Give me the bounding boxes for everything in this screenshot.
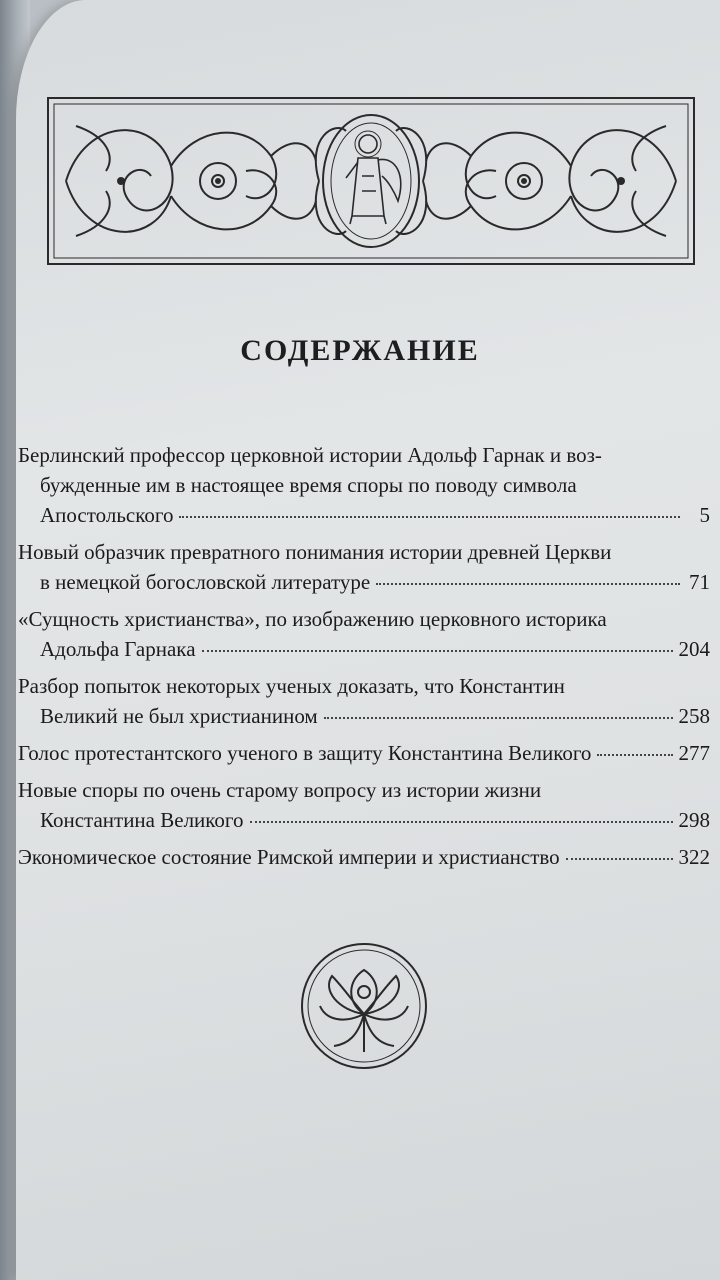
toc-page-number: 277 xyxy=(678,741,710,765)
table-of-contents xyxy=(18,440,710,872)
toc-page-number: 322 xyxy=(678,845,710,869)
toc-entry xyxy=(18,671,710,731)
toc-page-number: 204 xyxy=(678,637,710,661)
toc-entry-line: в немецкой богословской литературе xyxy=(40,570,371,594)
toc-entry-line: Великий не был христианином xyxy=(40,704,318,728)
contents-title: СОДЕРЖАНИЕ xyxy=(240,334,480,367)
ornamental-header xyxy=(46,96,696,266)
toc-entry-line: бужденные им в настоящее время споры по поводу символа xyxy=(40,473,577,497)
toc-entry xyxy=(18,440,710,530)
toc-entry-line: Разбор попыток некоторых ученых доказать, что Константин xyxy=(18,674,565,698)
dot-leader xyxy=(202,649,673,652)
toc-entry-line: Адольфа Гарнака xyxy=(40,637,196,661)
toc-entry-line: Экономическое состояние Римской империи и христианство xyxy=(18,845,560,869)
toc-entry-line: Новый образчик превратного понимания истории древней Церкви xyxy=(18,540,612,564)
angel-icon xyxy=(346,131,401,224)
toc-entry-line: Берлинский профессор церковной истории Адольф Гарнак и воз- xyxy=(18,443,602,467)
toc-entry xyxy=(18,738,710,768)
toc-entry-line: Апостольского xyxy=(40,503,174,527)
toc-entry-line: Голос протестантского ученого в защиту Константина Великого xyxy=(18,741,592,765)
toc-entry xyxy=(18,842,710,872)
toc-entry-line: Константина Великого xyxy=(40,808,244,832)
dot-leader xyxy=(179,515,680,518)
floral-rosette-icon xyxy=(298,940,430,1072)
toc-entry-line: «Сущность христианства», по изображению церковного историка xyxy=(18,607,607,631)
dot-leader xyxy=(376,582,680,585)
dot-leader xyxy=(597,753,672,756)
toc-page-number: 71 xyxy=(689,570,710,594)
dot-leader xyxy=(324,716,673,719)
toc-entry xyxy=(18,604,710,664)
toc-page-number: 5 xyxy=(699,503,710,527)
toc-entry xyxy=(18,775,710,835)
dot-leader xyxy=(250,820,673,823)
toc-page-number: 298 xyxy=(678,808,710,832)
toc-entry xyxy=(18,537,710,597)
dot-leader xyxy=(566,857,673,860)
toc-entry-line: Новые споры по очень старому вопросу из истории жизни xyxy=(18,778,542,802)
toc-page-number: 258 xyxy=(678,704,710,728)
